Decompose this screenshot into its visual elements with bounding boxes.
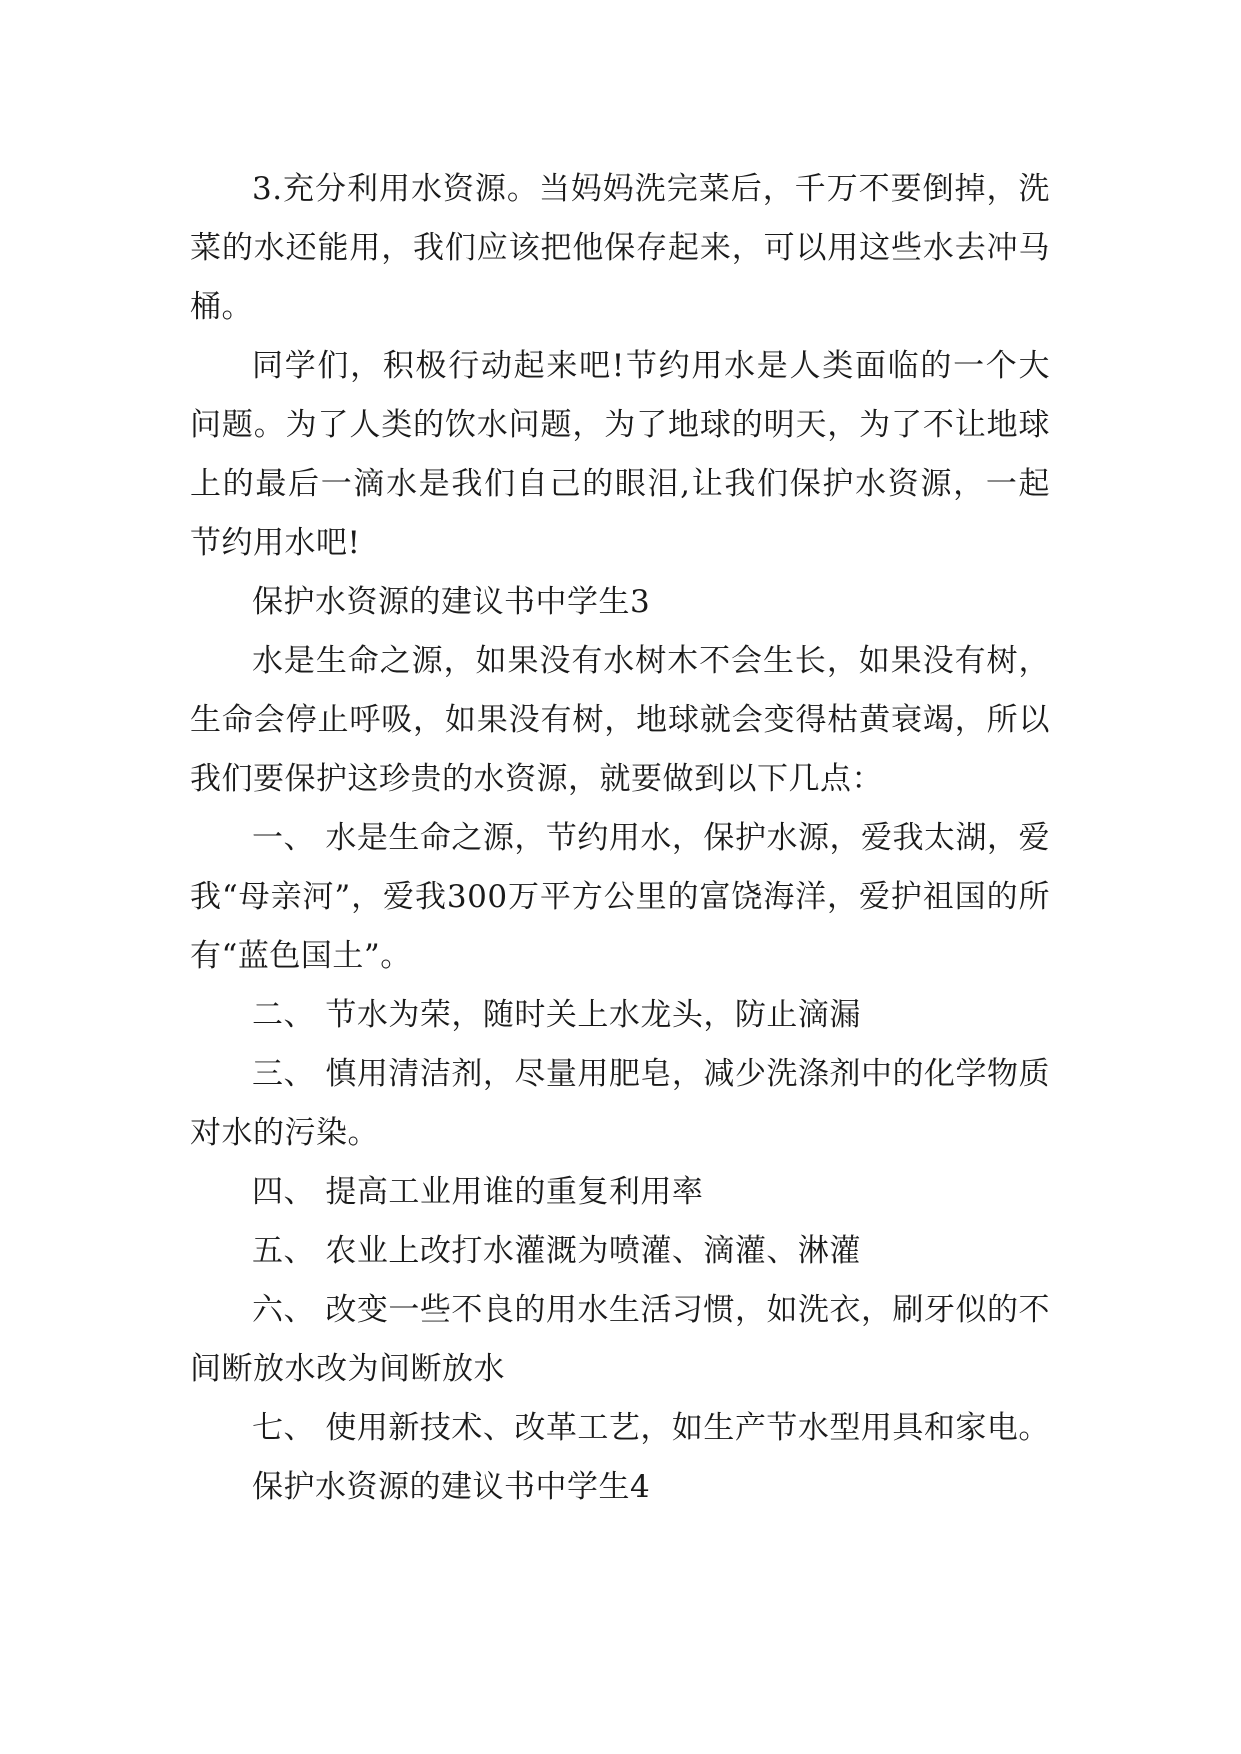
- list-item-1: 一、 水是生命之源，节约用水，保护水源，爱我太湖，爱我“母亲河”，爱我300万平方公里的富饶海洋，爱护祖国的所有“蓝色国土”。: [190, 820, 1050, 974]
- section-heading-4: 保护水资源的建议书中学生4: [252, 1469, 651, 1505]
- document-body: [190, 160, 1050, 1517]
- paragraph-water-reuse: 3.充分利用水资源。当妈妈洗完菜后，千万不要倒掉，洗菜的水还能用，我们应该把他保存起来，可以用这些水去冲马桶。: [190, 171, 1050, 325]
- paragraph-intro: 水是生命之源，如果没有水树木不会生长，如果没有树，生命会停止呼吸，如果没有树，地球就会变得枯黄衰竭，所以我们要保护这珍贵的水资源，就要做到以下几点：: [190, 643, 1050, 797]
- list-item-5: 五、 农业上改打水灌溉为喷灌、滴灌、淋灌: [252, 1233, 861, 1269]
- list-item-2: 二、 节水为荣，随时关上水龙头，防止滴漏: [252, 997, 861, 1033]
- list-item-7: 七、 使用新技术、改革工艺，如生产节水型用具和家电。: [252, 1410, 1050, 1446]
- list-item-6: 六、 改变一些不良的用水生活习惯，如洗衣，刷牙似的不间断放水改为间断放水: [190, 1292, 1050, 1387]
- paragraph-call-to-action: 同学们，积极行动起来吧!节约用水是人类面临的一个大问题。为了人类的饮水问题，为了地球的明天，为了不让地球上的最后一滴水是我们自己的眼泪,让我们保护水资源，一起节约用水吧!: [190, 348, 1050, 561]
- list-item-3: 三、 慎用清洁剂，尽量用肥皂，减少洗涤剂中的化学物质对水的污染。: [190, 1056, 1050, 1151]
- list-item-4: 四、 提高工业用谁的重复利用率: [252, 1174, 704, 1210]
- section-heading-3: 保护水资源的建议书中学生3: [252, 584, 651, 620]
